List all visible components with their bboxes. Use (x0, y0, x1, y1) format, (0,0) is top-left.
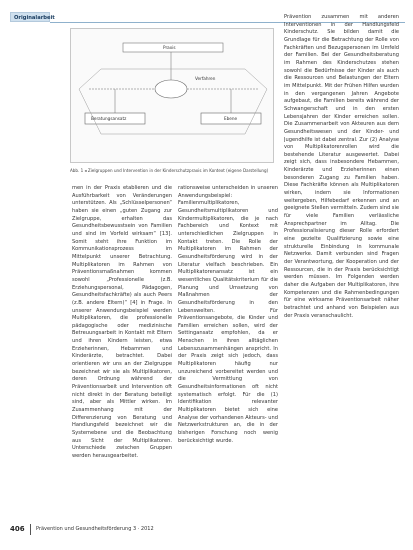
praxis-label: Praxis (163, 45, 176, 50)
section-badge: Originalarbeit (10, 12, 50, 22)
text-column-2 (178, 185, 278, 520)
footer-divider (30, 524, 31, 535)
right-box-label: Ebene (224, 116, 238, 121)
figure-box (70, 28, 274, 163)
text-column-3 (284, 14, 399, 520)
paragraph: rationsweise unterscheiden in unseren Anwendungsbeispiel: Familienmultiplikatoren, Gesundheitsmultiplikatoren und Kindermultiplikatoren, die je nach Fachbereich und Kontext mit unterschiedlichen Zielgruppen in Kontakt treten. Die Rolle der Multiplikatoren im Rahmen der Gesundheitsförderung wird in der Literatur vielfach beschrieben. Ein Multiplikatorenansatz ist ein wesentliches Qualitätskriterium für die Planung und Umsetzung von Maßnahmen der Gesundheitsförderung in den Lebenswelten. Für Präventionsangebote, die Kinder und Familien erreichen sollen, wird der Settingansatz empfohlen, da er Menschen in ihren alltäglichen Lebenszusammenhängen anspricht. In der Praxis zeigt sich jedoch, dass Multiplikatoren häufig nur unzureichend vorbereitet werden und die Vermittlung von Gesundheitsinformationen oft nicht systematisch erfolgt. Für die (1) Identifikation relevanter Multiplikatoren bietet sich eine Analyse der vorhandenen Akteurs- und Netzwerkstrukturen an, die in der bisherigen Forschung noch wenig berücksichtigt wurde. (178, 185, 278, 444)
text-column-1 (72, 185, 172, 520)
center-ellipse (155, 80, 187, 98)
paragraph: Prävention zusammen mit anderen Interventionen in der Handlungsfeld Kinderschutz. Sie bilden damit die Grundlage für die Betrachtung der Rolle von Fachkräften und Bezugspersonen im Umfeld der Familien. Bei der Gesundheitsberatung im Rahmen des Kinderschutzes stehen sowohl die Bedürfnisse der Kinder als auch die Ressourcen und Belastungen der Eltern im Mittelpunkt. Mit der Frühen Hilfen wurden in den vergangenen Jahren Angebote aufgebaut, die Familien bereits während der Schwangerschaft und in den ersten Lebensjahren der Kinder erreichen sollen. Die Zusammenarbeit von Akteuren aus dem Gesundheitswesen und der Kinder- und Jugendhilfe ist dabei zentral. Zur (2) Analyse von Multiplikatorenrollen wird die bestehende Literatur ausgewertet. Dabei zeigt sich, dass insbesondere Hebammen, Kinderärzte und Erzieherinnen einen besonderen Zugang zu Familien haben. Diese Fachkräfte können als Multiplikatoren wirken, indem sie Informationen weitergeben, Hilfebedarf erkennen und an geeignete Stellen vermitteln. Zudem sind sie für viele Familien verlässliche Ansprechpartner im Alltag. Die Professionalisierung dieser Rolle erfordert eine gezielte Qualifizierung sowie eine strukturelle Einbindung in kommunale Netzwerke. Damit verbunden sind Fragen der Verantwortung, der Kooperation und der Ressourcen, die in der Praxis berücksichtigt werden müssen. Im Folgenden werden daher die Aufgaben der Multiplikatoren, ihre Kompetenzen und die Rahmenbedingungen für eine wirksame Präventionsarbeit näher betrachtet und anhand von Beispielen aus der Praxis veranschaulicht. (284, 14, 399, 319)
paragraph: men in der Praxis etablieren und die Ausführbarkeit von Veränderungen unterstützen. Als „Schlüsselpersonen“ haben sie einen „guten Zugang zur Zielgruppe, erhalten das Gesundheitsbewusstsein von Familien und sind im Vorfeld wirksam“ [13]. Somit steht ihre Funktion im Kommunikationsprozess im Mittelpunkt unserer Betrachtung. Multiplikatoren im Rahmen von Präventionsmaßnahmen kommen sowohl „Professionelle (z.B. Erziehungspersonal, Pädagogen, Gesundheitsfachkräfte) als auch Peers (z.B. andere Eltern)“ [4] in Frage. In unserer Anwendungsbeispiel werden Multiplikatoren, die professionelle pädagogische oder medizinische Betreuungsarbeit in Kontakt mit Eltern und ihren Kindern leisten, etwa Erzieherinnen, Hebammen und Kinderärzte, betrachtet. Dabei orientieren wir uns an der Zielgruppe bezeichnet wir sie als Multiplikatoren, deren Ordnung während der Präventionsarbeit und Intervention oft nicht direkt in der Beratung beteiligt sind, aber als Mittler wirken. Im Zusammenhang mit der Differenzierung von Beratung und Handlungsfeld bezeichnet wir die Systemebene und die Beobachtung aus Sicht der Multiplikatoren. Unterschiede zwischen Gruppen werden herausgearbeitet. (72, 185, 172, 459)
journal-title: Prävention und Gesundheitsförderung 3 · 2012 (36, 526, 154, 532)
figure-caption: Abb. 1 ◂ Zielgruppen und Intervention in der Kinderschutzpraxis im Kontext (eigene Darstellung) (70, 168, 269, 173)
left-box-label: Beratungsansatz (91, 116, 127, 121)
page-number: 406 (10, 525, 25, 533)
connector-label: Verfahren (195, 76, 216, 81)
